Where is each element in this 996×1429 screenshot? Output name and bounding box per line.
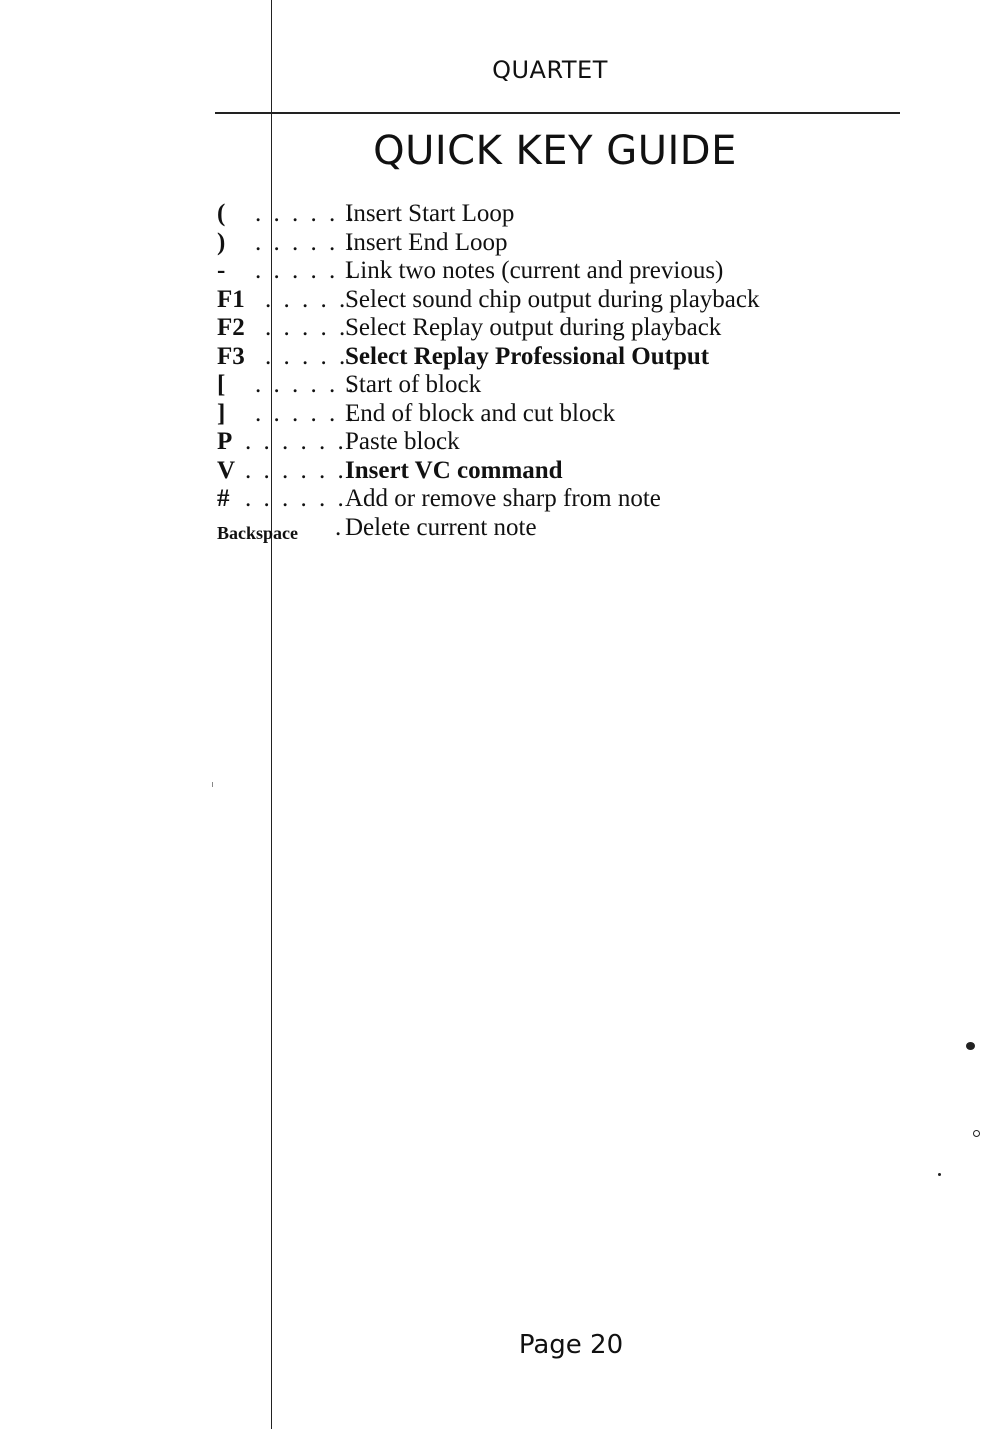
header-rule	[215, 112, 900, 114]
running-header: QUARTET	[492, 56, 608, 84]
page-number: Page 20	[518, 1330, 624, 1360]
dot-leader: . . . . . .	[245, 456, 347, 484]
key-label: -	[217, 257, 226, 284]
key-label: (	[217, 200, 226, 227]
scan-speck	[973, 1130, 980, 1137]
key-description: Insert End Loop	[345, 228, 508, 256]
key-description: Paste block	[345, 428, 460, 455]
key-description: Insert Start Loop	[345, 200, 515, 227]
dot-leader: . . . . .	[265, 285, 349, 313]
scan-speck	[212, 782, 213, 787]
dot-leader: . . . . . .	[255, 228, 357, 256]
dot-leader: . . . . .	[265, 314, 349, 341]
scan-speck	[938, 1173, 941, 1176]
guide-title: QUICK KEY GUIDE	[373, 128, 737, 174]
key-description: Add or remove sharp from note	[345, 485, 661, 512]
key-label: V	[217, 456, 236, 484]
key-label: Backspace	[217, 522, 298, 543]
key-label: F1	[217, 285, 245, 313]
key-label: #	[217, 485, 230, 512]
dot-leader: . . . . .	[265, 342, 349, 370]
dot-leader: . . . . . .	[255, 371, 357, 398]
dot-leader: . . . . . .	[245, 428, 347, 455]
key-label: ]	[217, 399, 226, 427]
key-description: End of block and cut block	[345, 399, 616, 427]
key-description: Insert VC command	[345, 456, 563, 484]
key-label: [	[217, 371, 226, 398]
dot-leader: . . . . . .	[255, 257, 357, 284]
scan-speck	[966, 1042, 975, 1050]
key-label: P	[217, 428, 233, 455]
key-label: F2	[217, 314, 245, 341]
key-description: Select Replay output during playback	[345, 314, 722, 341]
key-label: F3	[217, 342, 245, 370]
key-description: Start of block	[345, 371, 482, 398]
key-description: Select sound chip output during playback	[345, 285, 760, 313]
dot-leader: . . . . . .	[255, 399, 357, 427]
dot-leader: . . . . . .	[245, 485, 347, 512]
dot-leader: .	[335, 513, 345, 541]
key-description: Link two notes (current and previous)	[345, 257, 724, 284]
key-description: Delete current note	[345, 513, 537, 541]
dot-leader: . . . . . .	[255, 200, 357, 227]
key-label: )	[217, 228, 226, 256]
key-description: Select Replay Professional Output	[345, 342, 710, 370]
